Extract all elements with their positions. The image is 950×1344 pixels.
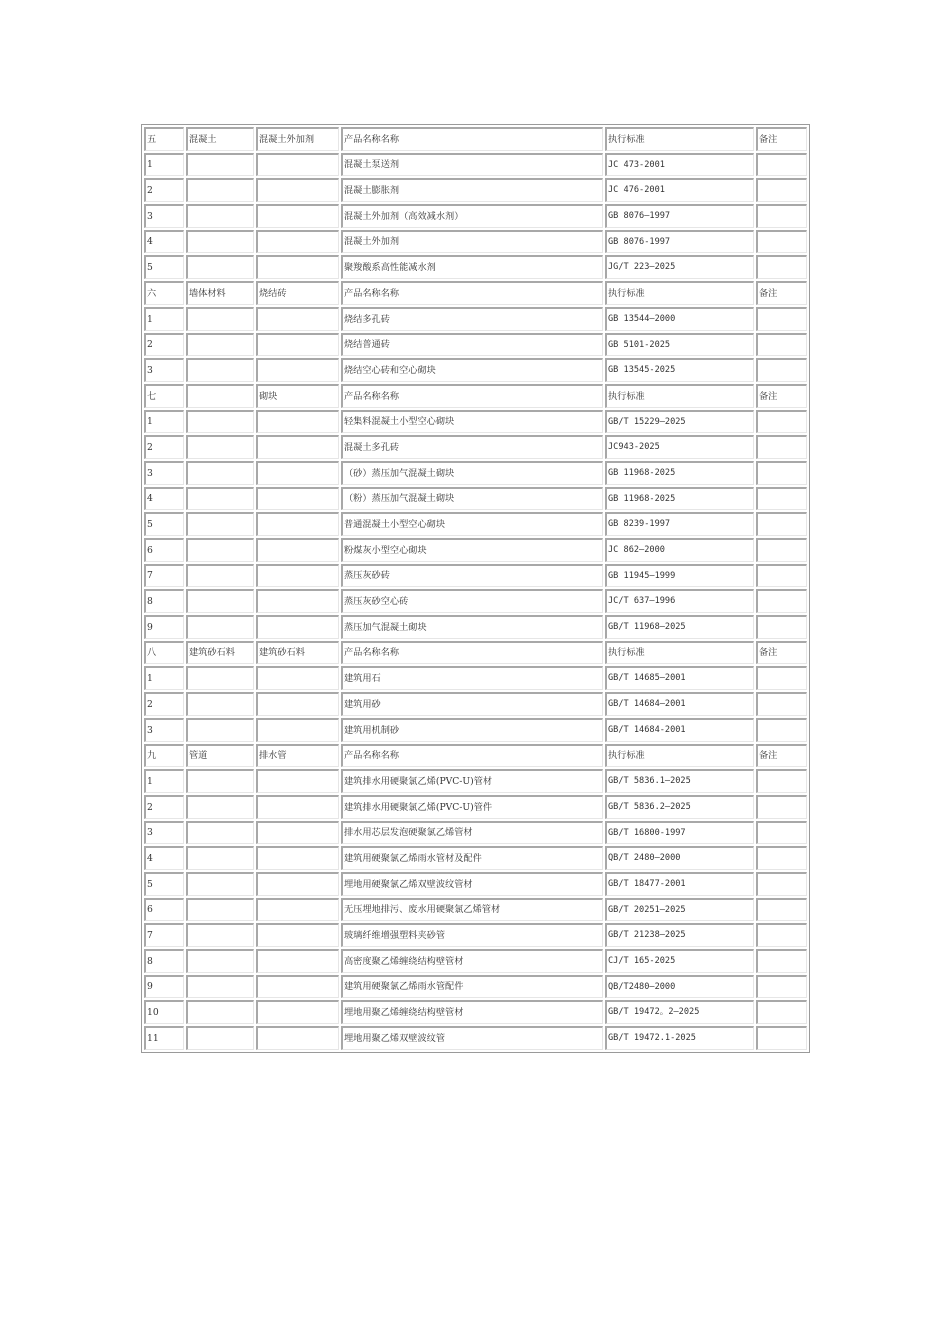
- row-number: 5: [144, 872, 184, 896]
- subcategory: 混凝土外加剂: [256, 127, 339, 151]
- remarks-cell: [756, 949, 807, 973]
- table-row: [144, 795, 807, 819]
- row-number: 1: [144, 769, 184, 793]
- row-number: 5: [144, 512, 184, 536]
- product-name: 无压埋地排污、废水用硬聚氯乙烯管材: [341, 898, 603, 922]
- product-name: 聚羧酸系高性能减水剂: [341, 255, 603, 279]
- remarks-header: 备注: [756, 384, 807, 408]
- product-name: （砂）蒸压加气混凝土砌块: [341, 461, 603, 485]
- row-number: 11: [144, 1026, 184, 1050]
- remarks-cell: [756, 410, 807, 434]
- empty-cell: [186, 589, 254, 613]
- empty-cell: [256, 615, 339, 639]
- row-number: 1: [144, 307, 184, 331]
- product-name-header: 产品名称名称: [341, 281, 603, 305]
- section-number: 八: [144, 641, 184, 665]
- row-number: 6: [144, 898, 184, 922]
- remarks-header: 备注: [756, 127, 807, 151]
- table-row: [144, 615, 807, 639]
- table-row: [144, 975, 807, 999]
- standard-code: JC943-2025: [605, 435, 754, 459]
- standard-code: QB/T 2480—2000: [605, 846, 754, 870]
- standard-code: JC 862—2000: [605, 538, 754, 562]
- standard-code: GB/T 20251—2025: [605, 898, 754, 922]
- subcategory: 烧结砖: [256, 281, 339, 305]
- remarks-header: 备注: [756, 641, 807, 665]
- standard-code: GB/T 14684-2001: [605, 718, 754, 742]
- empty-cell: [186, 358, 254, 382]
- row-number: 8: [144, 589, 184, 613]
- row-number: 6: [144, 538, 184, 562]
- empty-cell: [186, 255, 254, 279]
- table-row: [144, 692, 807, 716]
- row-number: 3: [144, 204, 184, 228]
- empty-cell: [256, 435, 339, 459]
- standard-code: CJ/T 165-2025: [605, 949, 754, 973]
- standard-code: GB 8239-1997: [605, 512, 754, 536]
- empty-cell: [256, 1000, 339, 1024]
- product-name: 建筑用硬聚氯乙烯雨水管配件: [341, 975, 603, 999]
- remarks-cell: [756, 230, 807, 254]
- row-number: 2: [144, 795, 184, 819]
- empty-cell: [186, 666, 254, 690]
- empty-cell: [186, 1026, 254, 1050]
- standard-code: GB 8076—1997: [605, 204, 754, 228]
- category: 管道: [186, 744, 254, 768]
- remarks-cell: [756, 795, 807, 819]
- empty-cell: [186, 872, 254, 896]
- empty-cell: [256, 512, 339, 536]
- category: [186, 384, 254, 408]
- row-number: 2: [144, 435, 184, 459]
- remarks-cell: [756, 358, 807, 382]
- empty-cell: [256, 307, 339, 331]
- empty-cell: [186, 718, 254, 742]
- empty-cell: [256, 949, 339, 973]
- table-row: [144, 435, 807, 459]
- empty-cell: [186, 435, 254, 459]
- section-number: 六: [144, 281, 184, 305]
- product-name: 蒸压加气混凝土砌块: [341, 615, 603, 639]
- empty-cell: [186, 204, 254, 228]
- standard-header: 执行标准: [605, 127, 754, 151]
- row-number: 2: [144, 692, 184, 716]
- remarks-cell: [756, 975, 807, 999]
- row-number: 1: [144, 153, 184, 177]
- remarks-cell: [756, 589, 807, 613]
- table-row: [144, 589, 807, 613]
- standards-grid: [142, 125, 809, 1052]
- empty-cell: [186, 564, 254, 588]
- standards-table: [141, 124, 810, 1053]
- product-name: 普通混凝土小型空心砌块: [341, 512, 603, 536]
- section-number: 七: [144, 384, 184, 408]
- table-row: [144, 718, 807, 742]
- empty-cell: [256, 1026, 339, 1050]
- table-row: [144, 1000, 807, 1024]
- empty-cell: [256, 230, 339, 254]
- product-name-header: 产品名称名称: [341, 744, 603, 768]
- remarks-cell: [756, 435, 807, 459]
- empty-cell: [256, 461, 339, 485]
- standard-code: GB 11968-2025: [605, 461, 754, 485]
- empty-cell: [256, 975, 339, 999]
- product-name: 建筑排水用硬聚氯乙烯(PVC-U)管件: [341, 795, 603, 819]
- table-row: [144, 461, 807, 485]
- row-number: 2: [144, 178, 184, 202]
- remarks-cell: [756, 821, 807, 845]
- remarks-cell: [756, 692, 807, 716]
- empty-cell: [186, 307, 254, 331]
- empty-cell: [256, 564, 339, 588]
- empty-cell: [256, 178, 339, 202]
- table-row: [144, 666, 807, 690]
- product-name: 玻璃纤维增强塑料夹砂管: [341, 923, 603, 947]
- remarks-cell: [756, 769, 807, 793]
- empty-cell: [186, 949, 254, 973]
- row-number: 9: [144, 975, 184, 999]
- standard-code: JC 473-2001: [605, 153, 754, 177]
- row-number: 10: [144, 1000, 184, 1024]
- table-row: [144, 307, 807, 331]
- table-row: [144, 949, 807, 973]
- product-name: 混凝土外加剂: [341, 230, 603, 254]
- row-number: 4: [144, 846, 184, 870]
- empty-cell: [256, 692, 339, 716]
- standard-code: GB 13544—2000: [605, 307, 754, 331]
- remarks-cell: [756, 564, 807, 588]
- standard-header: 执行标准: [605, 384, 754, 408]
- row-number: 1: [144, 666, 184, 690]
- row-number: 5: [144, 255, 184, 279]
- product-name: 埋地用硬聚氯乙烯双壁波纹管材: [341, 872, 603, 896]
- product-name: 蒸压灰砂砖: [341, 564, 603, 588]
- remarks-cell: [756, 512, 807, 536]
- remarks-cell: [756, 487, 807, 511]
- empty-cell: [256, 769, 339, 793]
- empty-cell: [256, 872, 339, 896]
- product-name: 烧结多孔砖: [341, 307, 603, 331]
- table-row: [144, 898, 807, 922]
- product-name: 建筑用机制砂: [341, 718, 603, 742]
- product-name: 建筑用石: [341, 666, 603, 690]
- remarks-header: 备注: [756, 744, 807, 768]
- remarks-cell: [756, 307, 807, 331]
- row-number: 3: [144, 461, 184, 485]
- empty-cell: [186, 538, 254, 562]
- remarks-cell: [756, 255, 807, 279]
- empty-cell: [256, 718, 339, 742]
- table-row: [144, 255, 807, 279]
- product-name: 蒸压灰砂空心砖: [341, 589, 603, 613]
- empty-cell: [186, 512, 254, 536]
- product-name: 粉煤灰小型空心砌块: [341, 538, 603, 562]
- empty-cell: [186, 333, 254, 357]
- standard-code: GB/T 16800-1997: [605, 821, 754, 845]
- product-name: 轻集料混凝土小型空心砌块: [341, 410, 603, 434]
- empty-cell: [186, 410, 254, 434]
- product-name: 建筑用硬聚氯乙烯雨水管材及配件: [341, 846, 603, 870]
- empty-cell: [256, 358, 339, 382]
- table-row: [144, 564, 807, 588]
- empty-cell: [256, 666, 339, 690]
- empty-cell: [256, 846, 339, 870]
- table-row: [144, 1026, 807, 1050]
- remarks-cell: [756, 538, 807, 562]
- row-number: 3: [144, 821, 184, 845]
- remarks-cell: [756, 204, 807, 228]
- product-name: 烧结空心砖和空心砌块: [341, 358, 603, 382]
- empty-cell: [256, 333, 339, 357]
- empty-cell: [186, 923, 254, 947]
- empty-cell: [186, 975, 254, 999]
- section-number: 五: [144, 127, 184, 151]
- remarks-cell: [756, 898, 807, 922]
- empty-cell: [256, 589, 339, 613]
- empty-cell: [186, 1000, 254, 1024]
- table-row: [144, 923, 807, 947]
- row-number: 1: [144, 410, 184, 434]
- standard-code: GB/T 5836.1—2025: [605, 769, 754, 793]
- table-row: [144, 410, 807, 434]
- row-number: 7: [144, 923, 184, 947]
- empty-cell: [186, 615, 254, 639]
- product-name: 混凝土多孔砖: [341, 435, 603, 459]
- table-row: [144, 230, 807, 254]
- standard-code: GB 11968-2025: [605, 487, 754, 511]
- table-row: [144, 204, 807, 228]
- product-name: 排水用芯层发泡硬聚氯乙烯管材: [341, 821, 603, 845]
- remarks-cell: [756, 846, 807, 870]
- empty-cell: [256, 795, 339, 819]
- empty-cell: [256, 410, 339, 434]
- subcategory: 排水管: [256, 744, 339, 768]
- standard-code: GB/T 15229—2025: [605, 410, 754, 434]
- product-name: 混凝土外加剂（高效减水剂）: [341, 204, 603, 228]
- product-name-header: 产品名称名称: [341, 641, 603, 665]
- subcategory: 砌块: [256, 384, 339, 408]
- empty-cell: [256, 487, 339, 511]
- product-name-header: 产品名称名称: [341, 384, 603, 408]
- empty-cell: [186, 461, 254, 485]
- empty-cell: [186, 795, 254, 819]
- standard-code: GB/T 21238—2025: [605, 923, 754, 947]
- product-name: 埋地用聚乙烯双壁波纹管: [341, 1026, 603, 1050]
- table-row: [144, 821, 807, 845]
- empty-cell: [186, 846, 254, 870]
- section-header-row: [144, 744, 807, 768]
- standard-code: GB/T 18477-2001: [605, 872, 754, 896]
- remarks-cell: [756, 461, 807, 485]
- row-number: 4: [144, 230, 184, 254]
- standard-code: GB 8076-1997: [605, 230, 754, 254]
- remarks-cell: [756, 178, 807, 202]
- table-row: [144, 153, 807, 177]
- standard-code: GB/T 5836.2—2025: [605, 795, 754, 819]
- product-name: 混凝土膨胀剂: [341, 178, 603, 202]
- standard-code: JG/T 223—2025: [605, 255, 754, 279]
- subcategory: 建筑砂石料: [256, 641, 339, 665]
- row-number: 4: [144, 487, 184, 511]
- section-header-row: [144, 281, 807, 305]
- empty-cell: [186, 230, 254, 254]
- row-number: 2: [144, 333, 184, 357]
- category: 混凝土: [186, 127, 254, 151]
- empty-cell: [256, 898, 339, 922]
- remarks-cell: [756, 153, 807, 177]
- remarks-cell: [756, 666, 807, 690]
- table-row: [144, 487, 807, 511]
- standard-code: JC/T 637—1996: [605, 589, 754, 613]
- product-name: 建筑用砂: [341, 692, 603, 716]
- remarks-cell: [756, 615, 807, 639]
- empty-cell: [256, 821, 339, 845]
- empty-cell: [256, 538, 339, 562]
- empty-cell: [186, 821, 254, 845]
- section-header-row: [144, 384, 807, 408]
- remarks-cell: [756, 718, 807, 742]
- row-number: 8: [144, 949, 184, 973]
- standard-code: GB/T 14685—2001: [605, 666, 754, 690]
- section-header-row: [144, 127, 807, 151]
- standard-code: GB/T 19472.1-2025: [605, 1026, 754, 1050]
- standard-code: GB 11945—1999: [605, 564, 754, 588]
- product-name: 烧结普通砖: [341, 333, 603, 357]
- standard-header: 执行标准: [605, 641, 754, 665]
- row-number: 3: [144, 358, 184, 382]
- standard-code: GB/T 19472。2—2025: [605, 1000, 754, 1024]
- empty-cell: [256, 923, 339, 947]
- remarks-cell: [756, 923, 807, 947]
- standard-code: GB/T 11968—2025: [605, 615, 754, 639]
- category: 墙体材料: [186, 281, 254, 305]
- remarks-cell: [756, 872, 807, 896]
- standard-code: JC 476-2001: [605, 178, 754, 202]
- product-name: （粉）蒸压加气混凝土砌块: [341, 487, 603, 511]
- row-number: 3: [144, 718, 184, 742]
- product-name: 建筑排水用硬聚氯乙烯(PVC-U)管材: [341, 769, 603, 793]
- row-number: 7: [144, 564, 184, 588]
- product-name: 高密度聚乙烯缠绕结构壁管材: [341, 949, 603, 973]
- section-header-row: [144, 641, 807, 665]
- empty-cell: [186, 769, 254, 793]
- remarks-cell: [756, 1000, 807, 1024]
- table-row: [144, 872, 807, 896]
- product-name: 埋地用聚乙烯缠绕结构壁管材: [341, 1000, 603, 1024]
- empty-cell: [256, 153, 339, 177]
- empty-cell: [186, 153, 254, 177]
- empty-cell: [186, 487, 254, 511]
- empty-cell: [186, 898, 254, 922]
- table-row: [144, 358, 807, 382]
- standard-code: QB/T2480—2000: [605, 975, 754, 999]
- section-number: 九: [144, 744, 184, 768]
- table-row: [144, 846, 807, 870]
- standard-header: 执行标准: [605, 744, 754, 768]
- table-row: [144, 538, 807, 562]
- table-row: [144, 769, 807, 793]
- standard-header: 执行标准: [605, 281, 754, 305]
- empty-cell: [256, 204, 339, 228]
- table-row: [144, 333, 807, 357]
- table-row: [144, 178, 807, 202]
- empty-cell: [256, 255, 339, 279]
- product-name-header: 产品名称名称: [341, 127, 603, 151]
- table-row: [144, 512, 807, 536]
- remarks-cell: [756, 333, 807, 357]
- row-number: 9: [144, 615, 184, 639]
- category: 建筑砂石料: [186, 641, 254, 665]
- product-name: 混凝土泵送剂: [341, 153, 603, 177]
- empty-cell: [186, 178, 254, 202]
- standard-code: GB 5101-2025: [605, 333, 754, 357]
- standard-code: GB/T 14684—2001: [605, 692, 754, 716]
- remarks-header: 备注: [756, 281, 807, 305]
- empty-cell: [186, 692, 254, 716]
- remarks-cell: [756, 1026, 807, 1050]
- standard-code: GB 13545-2025: [605, 358, 754, 382]
